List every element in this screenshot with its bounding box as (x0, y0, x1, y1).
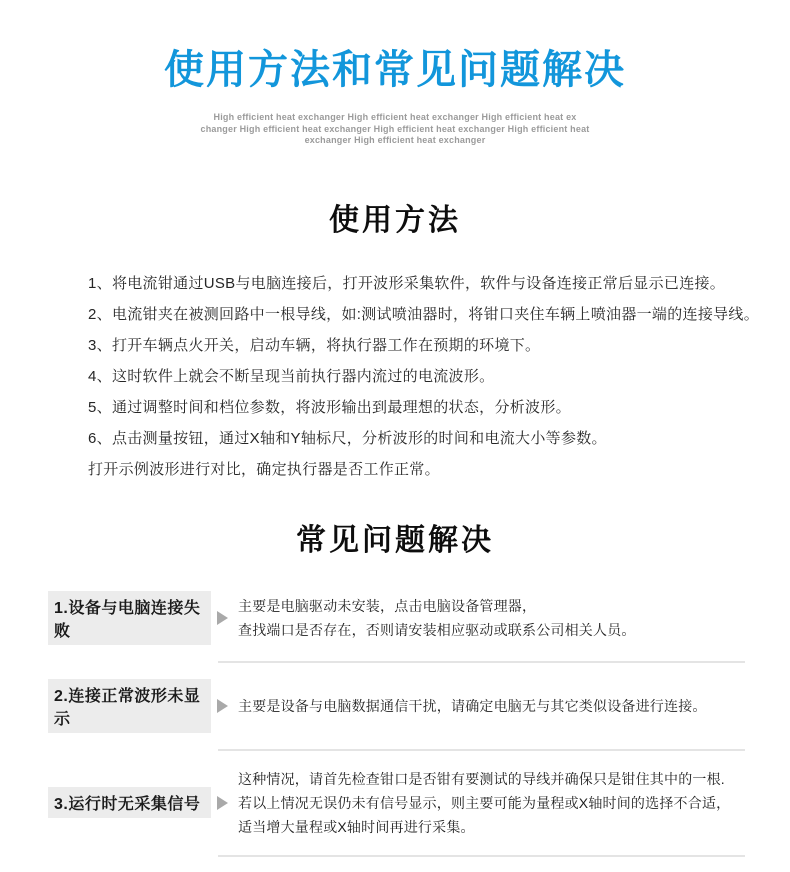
divider (218, 661, 745, 663)
divider (218, 749, 745, 751)
usage-step: 2、电流钳夹在被测回路中一根导线，如:测试喷油器时，将钳口夹住车辆上喷油器一端的连接导线。 (88, 305, 760, 323)
faq-item-description (238, 767, 730, 839)
faq-description-line: 主要是电脑驱动未安装，点击电脑设备管理器， (238, 597, 537, 614)
usage-step: 1、将电流钳通过USB与电脑连接后，打开波形采集软件，软件与设备连接正常后显示已连接。 (88, 274, 726, 292)
faq-item-description (238, 594, 636, 642)
faq-item (0, 671, 790, 741)
faq-description-line: 主要是设备与电脑数据通信干扰，请确定电脑无与其它类似设备进行连接。 (238, 697, 707, 714)
arrow-right-icon (217, 611, 228, 625)
faq-item-label: 1.设备与电脑连接失败 (48, 591, 211, 645)
faq-description-line: 这种情况，请首先检查钳口是否钳有要测试的导线并确保只是钳住其中的一根. (238, 770, 725, 787)
faq-item (0, 583, 790, 653)
usage-section-title: 使用方法 (329, 203, 461, 237)
faq-item-label: 2.连接正常波形未显示 (48, 679, 211, 733)
usage-step: 5、通过调整时间和档位参数，将波形输出到最理想的状态，分析波形。 (88, 398, 571, 416)
usage-step: 6、点击测量按钮，通过X轴和Y轴标尺，分析波形的时间和电流大小等参数。 (88, 429, 607, 447)
arrow-right-icon (217, 796, 228, 810)
faq-section-title: 常见问题解决 (296, 523, 494, 557)
watermark-text (0, 112, 790, 147)
faq-item (0, 759, 790, 847)
usage-step: 4、这时软件上就会不断呈现当前执行器内流过的电流波形。 (88, 367, 495, 385)
faq-list (0, 583, 790, 857)
faq-description-line: 查找端口是否存在，否则请安装相应驱动或联系公司相关人员。 (238, 621, 636, 638)
page-title: 使用方法和常见问题解决 (164, 48, 626, 92)
faq-item-label: 3.运行时无采集信号 (48, 787, 211, 818)
faq-description-line: 适当增大量程或X轴时间再进行采集。 (238, 818, 475, 835)
watermark-line: exchanger High efficient heat exchanger (304, 135, 486, 145)
faq-description-line: 若以上情况无误仍未有信号显示，则主要可能为量程或X轴时间的选择不合适， (238, 794, 731, 811)
usage-step: 打开示例波形进行对比，确定执行器是否工作正常。 (88, 460, 440, 478)
divider (218, 855, 745, 857)
usage-steps-list (88, 276, 760, 477)
arrow-right-icon (217, 699, 228, 713)
usage-step: 3、打开车辆点火开关，启动车辆，将执行器工作在预期的环境下。 (88, 336, 541, 354)
faq-item-description (238, 694, 707, 718)
watermark-line: changer High efficient heat exchanger High efficient heat exchanger High efficient heat (200, 123, 590, 134)
watermark-line: High efficient heat exchanger High efficient heat exchanger High efficient heat ex (213, 112, 577, 122)
